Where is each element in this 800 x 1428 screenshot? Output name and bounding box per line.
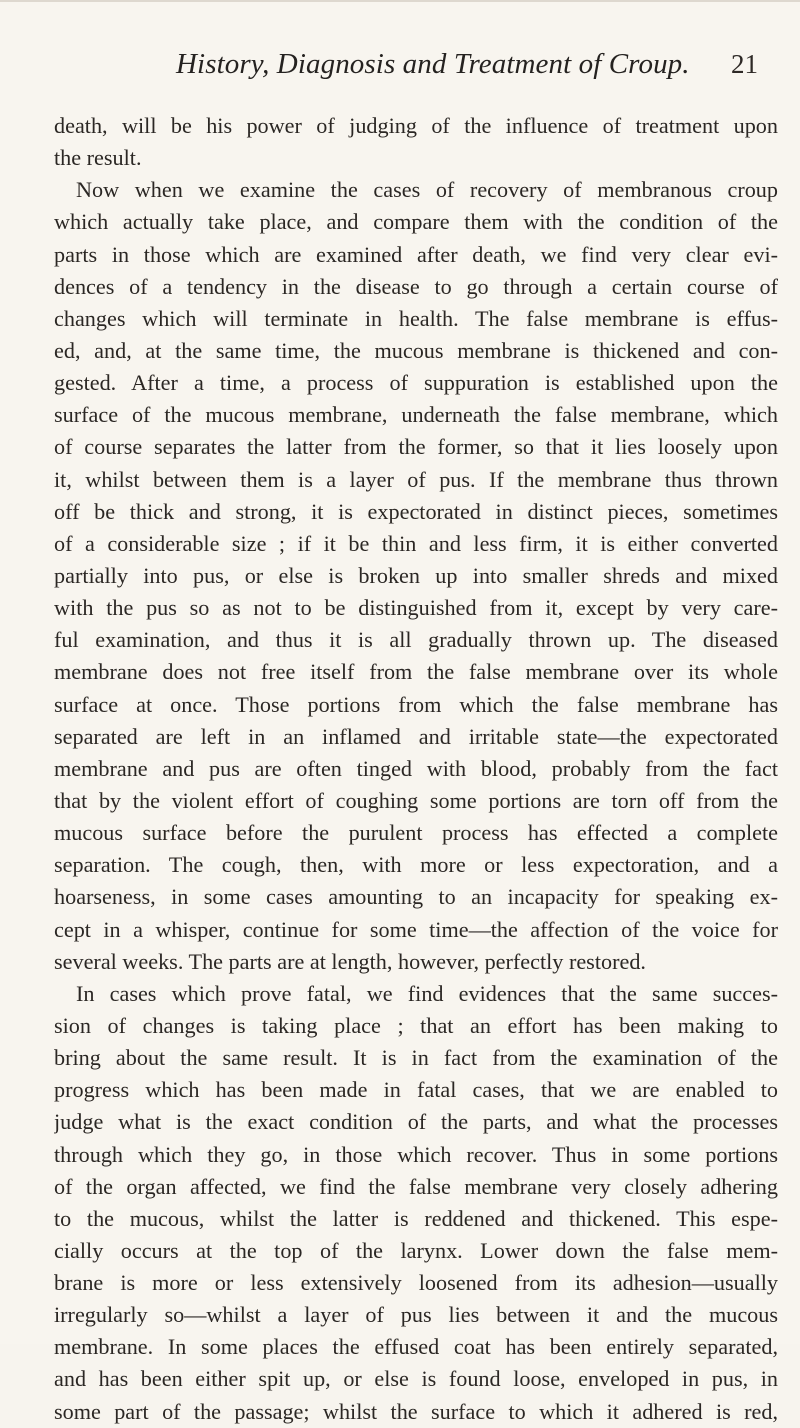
page-number: 21 <box>731 49 758 79</box>
text-line: ful examination, and thus it is all gradually thrown up. The diseased <box>54 627 778 653</box>
text-line: judge what is the exact condition of the parts, and what the processes <box>54 1109 778 1135</box>
running-title: History, Diagnosis and Treatment of Croup. <box>176 48 690 80</box>
text-line: changes which will terminate in health. The false membrane is effus- <box>54 305 778 331</box>
top-edge-rule <box>0 0 800 2</box>
text-line: bring about the same result. It is in fact from the examination of the <box>54 1045 778 1071</box>
text-line: membrane and pus are often tinged with blood, probably from the fact <box>54 755 778 781</box>
text-line: to the mucous, whilst the latter is reddened and thickened. This espe- <box>54 1205 778 1231</box>
paragraph-start-line: Now when we examine the cases of recovery of membranous croup <box>76 177 778 203</box>
text-line: of the organ affected, we find the false membrane very closely adhering <box>54 1173 778 1199</box>
text-line: irregularly so—whilst a layer of pus lies between it and the mucous <box>54 1302 778 1328</box>
text-line: off be thick and strong, it is expectorated in distinct pieces, sometimes <box>54 498 778 524</box>
text-line: sion of changes is taking place ; that an effort has been making to <box>54 1012 778 1038</box>
text-line: which actually take place, and compare them with the condition of the <box>54 209 778 235</box>
text-line: partially into pus, or else is broken up into smaller shreds and mixed <box>54 562 778 588</box>
text-line: the result. <box>54 145 142 171</box>
text-line: brane is more or less extensively loosened from its adhesion—usually <box>54 1270 778 1296</box>
text-line: that by the violent effort of coughing some portions are torn off from the <box>54 787 778 813</box>
text-line: dences of a tendency in the disease to go through a certain course of <box>54 273 778 299</box>
text-line: it, whilst between them is a layer of pus. If the membrane thus thrown <box>54 466 778 492</box>
text-line: mucous surface before the purulent process has effected a complete <box>54 820 778 846</box>
text-line: with the pus so as not to be distinguished from it, except by very care- <box>54 595 778 621</box>
paragraph-start-line: In cases which prove fatal, we find evidences that the same succes- <box>76 980 778 1006</box>
text-line: membrane does not free itself from the false membrane over its whole <box>54 659 778 685</box>
text-line: several weeks. The parts are at length, however, perfectly restored. <box>54 948 646 974</box>
running-head <box>176 44 776 84</box>
text-line: death, will be his power of judging of the influence of treatment upon <box>54 113 778 138</box>
text-line: gested. After a time, a process of suppuration is established upon the <box>54 370 778 396</box>
text-line: cept in a whisper, continue for some time—the affection of the voice for <box>54 916 778 942</box>
text-line: some part of the passage; whilst the surface to which it adhered is red, <box>54 1398 778 1424</box>
text-line: and has been either spit up, or else is found loose, enveloped in pus, in <box>54 1366 778 1392</box>
text-line: surface of the mucous membrane, underneath the false membrane, which <box>54 402 778 428</box>
text-line: membrane. In some places the effused coat has been entirely separated, <box>54 1334 778 1360</box>
text-line: cially occurs at the top of the larynx. Lower down the false mem- <box>54 1237 778 1263</box>
text-line: ed, and, at the same time, the mucous membrane is thickened and con- <box>54 337 778 363</box>
text-line: through which they go, in those which recover. Thus in some portions <box>54 1141 778 1167</box>
text-line: hoarseness, in some cases amounting to an incapacity for speaking ex- <box>54 884 778 910</box>
text-line: separation. The cough, then, with more or less expectoration, and a <box>54 852 778 878</box>
text-line: surface at once. Those portions from which the false membrane has <box>54 691 778 717</box>
body-text <box>54 110 778 1424</box>
text-line: separated are left in an inflamed and irritable state—the expectorated <box>54 723 778 749</box>
text-line: parts in those which are examined after death, we find very clear evi- <box>54 241 778 267</box>
text-line: progress which has been made in fatal cases, that we are enabled to <box>54 1077 778 1103</box>
text-line: of course separates the latter from the former, so that it lies loosely upon <box>54 434 778 460</box>
text-line: of a considerable size ; if it be thin and less firm, it is either converted <box>54 530 778 556</box>
